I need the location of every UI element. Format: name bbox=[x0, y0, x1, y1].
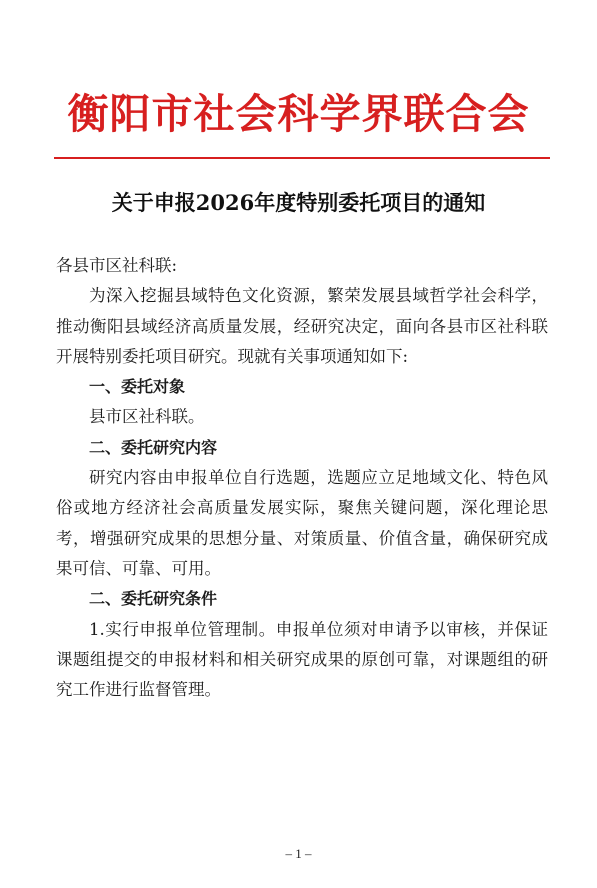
page-number: – 1 – bbox=[285, 846, 312, 861]
section-heading-conditions: 二、委托研究条件 bbox=[89, 589, 218, 609]
organization-header: 衡阳市社会科学界联合会 bbox=[67, 90, 530, 138]
section-heading-content: 二、委托研究内容 bbox=[89, 437, 218, 457]
intro-paragraph: 为深入挖掘县域特色文化资源，繁荣发展县域哲学社会科学，推动衡阳县域经济高质量发展，经研究决定，面向各县市区社科联开展特别委托项目研究。现就有关事项通知如下: bbox=[56, 286, 548, 366]
document-body bbox=[56, 251, 548, 705]
section-text-conditions: 1.实行申报单位管理制。申报单位须对申请予以审核，并保证课题组提交的申报材料和相关研究成果的原创可靠，对课题组的研究工作进行监督管理。 bbox=[56, 619, 548, 700]
red-divider-line bbox=[54, 157, 550, 159]
salutation: 各县市区社科联: bbox=[56, 256, 178, 275]
document-title: 关于申报2026年度特别委托项目的通知 bbox=[111, 190, 486, 215]
section-text-target: 县市区社科联。 bbox=[89, 407, 205, 427]
section-text-content: 研究内容由申报单位自行选题，选题应立足地域文化、特色风俗或地方经济社会高质量发展实际，聚焦关键问题，深化理论思考，增强研究成果的思想分量、对策质量、价值含量，确保研究成果可信、可靠、可用。 bbox=[56, 468, 548, 578]
section-heading-target: 一、委托对象 bbox=[89, 377, 186, 397]
